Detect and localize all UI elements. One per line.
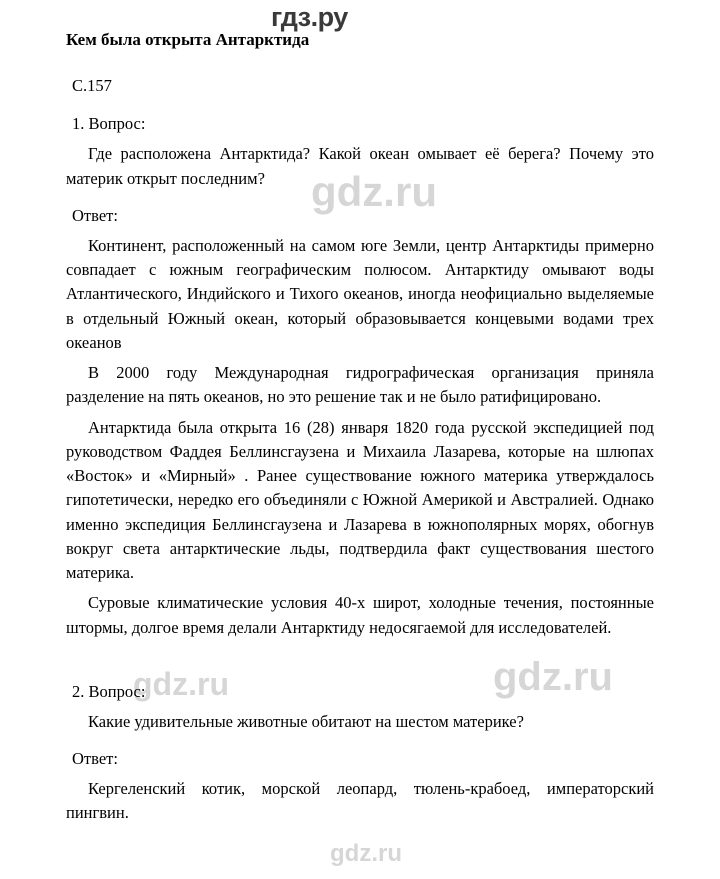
page-title: Кем была открыта Антарктида	[66, 30, 310, 49]
question-1-answer-label: Ответ:	[72, 205, 118, 225]
question-1-answer-paragraph: Континент, расположенный на самом юге Земли, центр Антарктиды примерно совпадает с южным географическим полюсом. Антарктиду омывают воды Атлантического, Индийского и Тихого океанов, иногда неофициально выделяемые в отдельный Южный океан, который образовывается концевыми водами трех океанов	[66, 235, 654, 352]
question-1-text: Где расположена Антарктида? Какой океан омывает её берега? Почему это материк открыт последним?	[66, 144, 654, 188]
question-2-label: 2. Вопрос:	[72, 681, 146, 701]
question-2-text: Какие удивительные животные обитают на шестом материке?	[88, 711, 524, 731]
question-1-answer-paragraph: Антарктида была открыта 16 (28) января 1820 года русской экспедицией под руководством Фаддея Беллинсгаузена и Михаила Лазарева, которые на шлюпах «Восток» и «Мирный» . Ранее существование южного материка утверждалось гипотетически, нередко его объединяли с Южной Америкой и Австралией. Однако именно экспедиция Беллинсгаузена и Лазарева в южнополярных морях, обогнув вокруг света антарктические льды, подтвердила факт существования шестого материка.	[66, 417, 654, 583]
question-2-answer-paragraph: Кергеленский котик, морской леопард, тюлень-крабоед, императорский пингвин.	[66, 779, 654, 823]
watermark: gdz.ru	[493, 655, 613, 699]
question-1-answer-paragraph: В 2000 году Международная гидрографическая организация приняла разделение на пять океанов, но это решение так и не было ратифицировано.	[66, 363, 654, 407]
question-1-label: 1. Вопрос:	[72, 114, 146, 134]
watermark: gdz.ru	[330, 840, 402, 867]
document-content	[66, 30, 654, 832]
watermark: gdz.ru	[133, 666, 229, 702]
watermark: gdz.ru	[311, 168, 437, 215]
question-1-answer-paragraph: Суровые климатические условия 40-х широт, холодные течения, постоянные штормы, долгое время делали Антарктиду недосягаемой для исследователей.	[66, 593, 654, 637]
site-logo: гдз.ру	[271, 2, 348, 32]
question-2-answer-label: Ответ:	[72, 749, 118, 769]
page-reference: C.157	[72, 76, 112, 96]
